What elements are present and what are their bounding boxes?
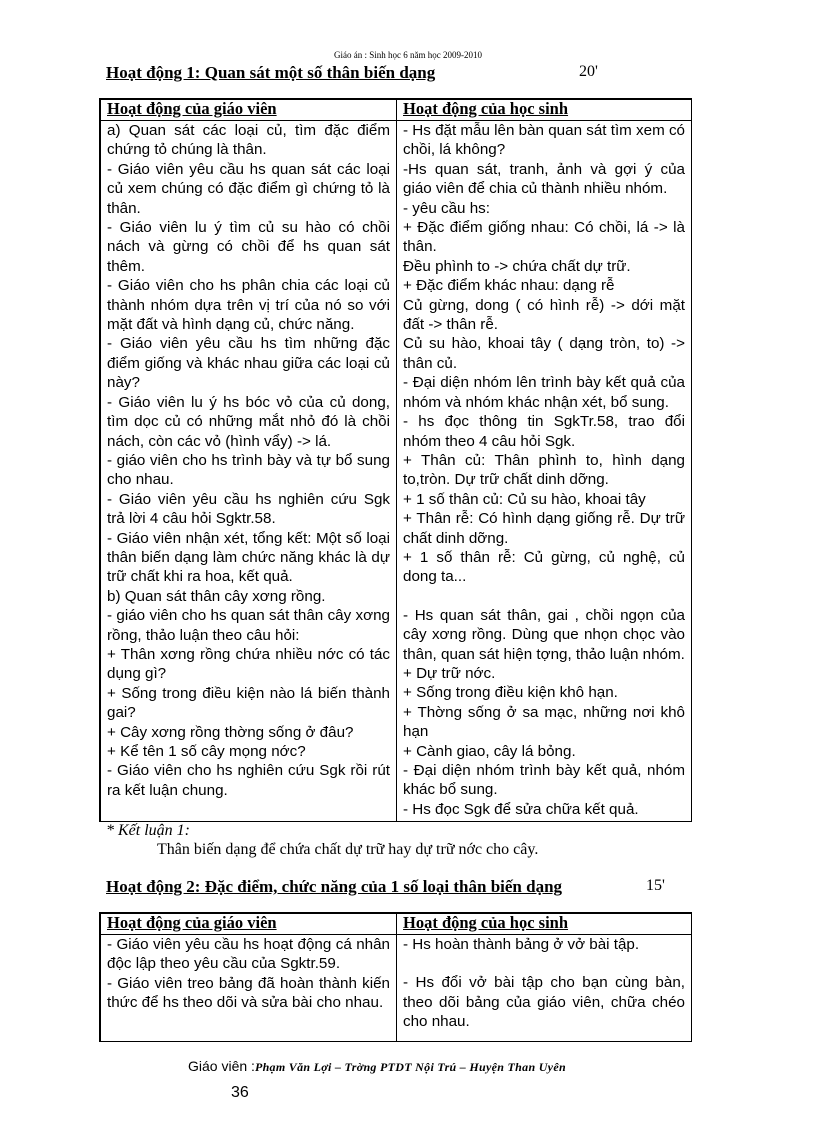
activity1-title — [106, 63, 598, 83]
student-a-line: Củ su hào, khoai tây ( dạng tròn, to) -> thân củ. — [403, 335, 685, 372]
teacher-a-line: - Giáo viên lu ý hs bóc vỏ của củ dong, tìm dọc củ có những mắt nhỏ đó là chồi nách, còn các vỏ (hình vẩy) -> lá. — [107, 393, 390, 450]
page-header: Giáo án : Sinh học 6 năm học 2009-2010 — [334, 50, 482, 60]
activity1-time: 20' — [579, 63, 598, 80]
activity2-teacher-line: - Giáo viên yêu cầu hs hoạt động cá nhân độc lập theo yêu cầu của Sgktr.59. — [107, 936, 390, 973]
teacher-a-line: - Giáo viên yêu cầu hs quan sát các loại củ xem chúng có đặc điểm gì chứng tỏ là thân. — [107, 160, 390, 217]
activity1-label: Hoạt động 1: — [106, 63, 201, 82]
activity2-time: 15' — [646, 877, 665, 894]
activity2-student-cell — [397, 935, 692, 1043]
student-a-line: + Đặc điểm khác nhau: dạng rễ — [403, 277, 615, 295]
activity1-teacher-cell — [101, 121, 397, 823]
spacer — [403, 954, 685, 973]
activity2-col-teacher: Hoạt động của giáo viên — [101, 914, 397, 935]
student-a-line: - yêu cầu hs: — [403, 199, 490, 217]
student-b-line: - Hs đọc Sgk để sửa chữa kết quả. — [403, 800, 639, 818]
student-a-line: + Thân rễ: Có hình dạng giống rễ. Dự trữ chất dinh dỡng. — [403, 510, 685, 547]
activity1-title-text: Quan sát một số thân biến dạng — [200, 63, 436, 82]
activity1-student-cell — [397, 121, 692, 823]
student-a-line: + 1 số thân rễ: Củ gừng, củ nghệ, củ dong ta... — [403, 548, 685, 586]
footer-teacher — [188, 1058, 566, 1075]
teacher-b-line: - giáo viên cho hs quan sát thân cây xơng rồng, thảo luận theo câu hỏi: — [107, 607, 390, 644]
student-a-line: - hs đọc thông tin SgkTr.58, trao đổi nhóm theo 4 câu hỏi Sgk. — [403, 413, 685, 450]
student-a-line: Đều phình to -> chứa chất dự trữ. — [403, 257, 631, 275]
footer-teacher-label: Giáo viên : — [188, 1058, 255, 1074]
teacher-b-line: - Giáo viên cho hs nghiên cứu Sgk rồi rút ra kết luận chung. — [107, 762, 390, 799]
conclusion-text: Thân biến dạng để chứa chất dự trữ hay dự trữ nớc cho cây. — [157, 841, 539, 858]
teacher-a-line: - Giáo viên yêu cầu hs tìm những đặc điểm giống và khác nhau giữa các loại củ này? — [107, 335, 390, 392]
teacher-a-line: - Giáo viên nhận xét, tổng kết: Một số loại thân biến dạng làm chức năng khác là dự trữ chất khi ra hoa, kết quả. — [107, 529, 390, 586]
activity1-col-teacher: Hoạt động của giáo viên — [101, 100, 397, 121]
student-b-line: + Sống trong điều kiện khô hạn. — [403, 684, 618, 702]
activity2-student-line: - Hs hoàn thành bảng ở vở bài tập. — [403, 936, 640, 953]
student-b-line: + Cành giao, cây lá bỏng. — [403, 742, 576, 760]
teacher-a-line: - Giáo viên lu ý tìm củ su hào có chồi nách và gừng có chồi để hs quan sát thêm. — [107, 219, 390, 275]
student-a-line: Củ gừng, dong ( có hình rễ) -> dới mặt đất -> thân rễ. — [403, 296, 685, 334]
activity1-table — [99, 98, 692, 822]
activity1-col-student: Hoạt động của học sinh — [397, 100, 692, 121]
activity2-label: Hoạt động 2: — [106, 877, 201, 896]
student-b-line: - Hs quan sát thân, gai , chồi ngọn của cây xơng rồng. Dùng que nhọn chọc vào thân, quan sát hiện tợng, thảo luận nhóm. — [403, 606, 685, 663]
teacher-a-line: - Giáo viên cho hs phân chia các loại củ thành nhóm dựa trên vị trí của nó so với mặt đất và hình dạng củ, chức năng. — [107, 277, 390, 334]
student-a-line: - Đại diện nhóm lên trình bày kết quả của nhóm và nhóm khác nhận xét, bổ sung. — [403, 374, 685, 411]
teacher-b-line: + Kể tên 1 số cây mọng nớc? — [107, 743, 306, 760]
teacher-a-line: - Giáo viên yêu cầu hs nghiên cứu Sgk trả lời 4 câu hỏi Sgktr.58. — [107, 490, 390, 528]
teacher-b-line: b) Quan sát thân cây xơng rồng. — [107, 587, 326, 605]
spacer — [403, 587, 685, 606]
activity2-table — [99, 912, 692, 1042]
conclusion-label: * Kết luận 1: — [106, 822, 190, 839]
activity2-title-text: Đặc điểm, chức năng của 1 số loại thân biến dạng — [200, 877, 563, 896]
student-a-line: -Hs quan sát, tranh, ảnh và gợi ý của giáo viên để chia củ thành nhiều nhóm. — [403, 160, 685, 198]
activity2-teacher-line: - Giáo viên treo bảng đã hoàn thành kiến thức để hs theo dõi và sửa bài cho nhau. — [107, 974, 390, 1012]
footer-teacher-name: Phạm Văn Lợi – Trờng PTDT Nội Trú – Huyện Than Uyên — [254, 1060, 566, 1074]
activity2-student-line: - Hs đổi vở bài tập cho bạn cùng bàn, theo dõi bảng của giáo viên, chữa chéo cho nhau. — [403, 974, 685, 1031]
teacher-a-line: a) Quan sát các loại củ, tìm đặc điểm chứng tỏ chúng là thân. — [107, 122, 390, 159]
teacher-b-line: + Cây xơng rồng thờng sống ở đâu? — [107, 723, 354, 741]
student-b-line: - Đại diện nhóm trình bày kết quả, nhóm khác bổ sung. — [403, 762, 685, 799]
student-a-line: + Đặc điểm giống nhau: Có chồi, lá -> là thân. — [403, 219, 685, 256]
activity2-title — [106, 877, 665, 897]
activity2-col-student: Hoạt động của học sinh — [397, 914, 692, 935]
teacher-b-line: + Thân xơng rồng chứa nhiều nớc có tác dụng gì? — [107, 645, 390, 683]
page-number: 36 — [231, 1084, 249, 1101]
student-a-line: + Thân củ: Thân phình to, hình dạng to,tròn. Dự trữ chất dinh dỡng. — [403, 451, 685, 489]
student-a-line: + 1 số thân củ: Củ su hào, khoai tây — [403, 490, 646, 508]
student-a-line: - Hs đặt mẫu lên bàn quan sát tìm xem có chồi, lá không? — [403, 122, 685, 159]
student-b-line: + Thờng sống ở sa mạc, những nơi khô hạn — [403, 703, 685, 741]
student-b-line: + Dự trữ nớc. — [403, 664, 496, 682]
teacher-a-line: - giáo viên cho hs trình bày và tự bổ sung cho nhau. — [107, 451, 390, 489]
activity2-teacher-cell — [101, 935, 397, 1043]
teacher-b-line: + Sống trong điều kiện nào lá biến thành gai? — [107, 684, 390, 722]
